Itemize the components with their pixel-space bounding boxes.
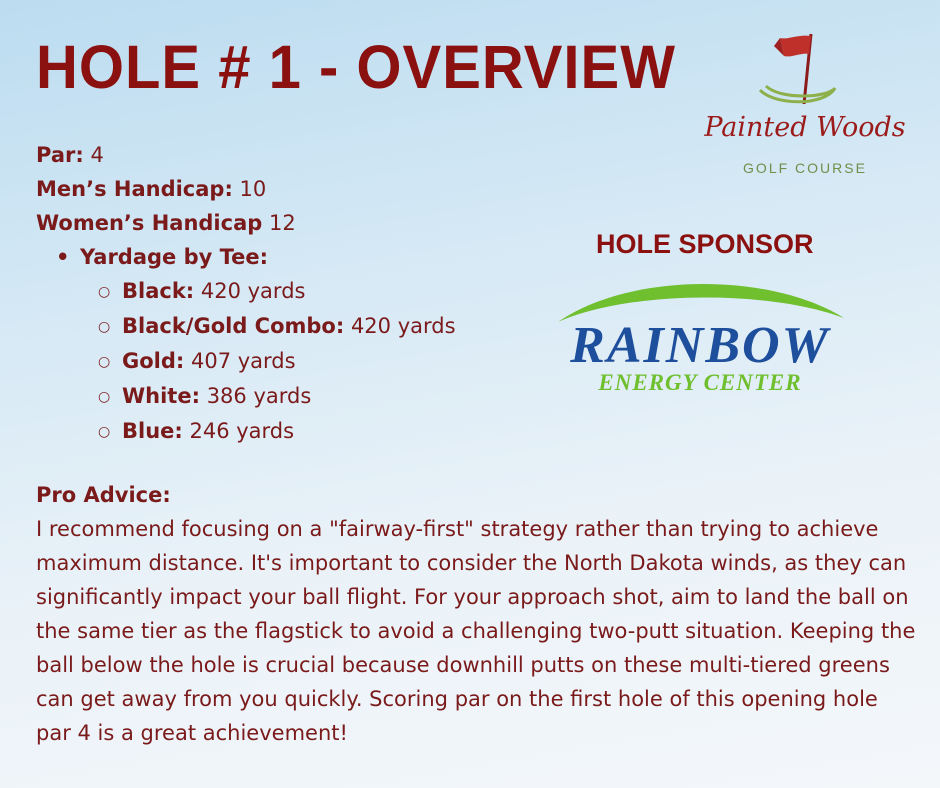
tee-yards: 420 yards [200, 279, 306, 303]
mens-handicap-value: 10 [239, 177, 267, 201]
logo-subtitle: GOLF COURSE [743, 160, 867, 176]
par-label: Par: [36, 143, 84, 167]
page-title: HOLE # 1 - OVERVIEW [36, 33, 676, 102]
mens-handicap-row [36, 172, 456, 206]
yardage-heading [36, 240, 456, 274]
tee-label: Black: [122, 279, 195, 303]
tee-white [36, 379, 456, 414]
rainbow-energy-logo [550, 278, 850, 408]
tee-label: White: [122, 384, 200, 408]
womens-handicap-label: Women’s Handicap [36, 211, 263, 235]
tee-yards: 246 yards [189, 419, 295, 443]
sponsor-heading: HOLE SPONSOR [596, 229, 814, 259]
tee-blue [36, 414, 456, 449]
logo-name: Painted Woods [704, 112, 906, 143]
tee-black [36, 274, 456, 309]
mens-handicap-label: Men’s Handicap: [36, 177, 233, 201]
tee-yards: 386 yards [206, 384, 312, 408]
pro-advice-label: Pro Advice: [36, 483, 171, 507]
tee-label: Blue: [122, 419, 183, 443]
pro-advice-text: I recommend focusing on a "fairway-first" strategy rather than trying to achieve maximum distance. It's important to consider the North Dakota winds, as they can significantly impact your ball flight. For your approach shot, aim to land the ball on the same tier as the flagstick to avoid a challenging two-putt situation. Keeping the ball below the hole is crucial because downhill putts on these multi-tiered greens can get away from you quickly. Scoring par on the first hole of this opening hole par 4 is a great achievement! [36, 517, 916, 745]
pro-advice [36, 478, 916, 750]
sponsor-name: RAINBOW [570, 317, 830, 374]
tee-yards: 407 yards [190, 349, 296, 373]
sponsor-subtitle: ENERGY CENTER [598, 370, 802, 395]
par-row [36, 138, 456, 172]
painted-woods-logo [700, 32, 910, 182]
womens-handicap-value: 12 [268, 211, 296, 235]
hole-stats [36, 138, 456, 449]
womens-handicap-row [36, 206, 456, 240]
tee-black-gold [36, 309, 456, 344]
golf-flag-icon [700, 32, 910, 112]
par-value: 4 [90, 143, 104, 167]
tee-yards: 420 yards [350, 314, 456, 338]
tee-label: Black/Gold Combo: [122, 314, 345, 338]
yardage-label: Yardage by Tee: [80, 245, 269, 269]
tee-label: Gold: [122, 349, 185, 373]
tee-gold [36, 344, 456, 379]
